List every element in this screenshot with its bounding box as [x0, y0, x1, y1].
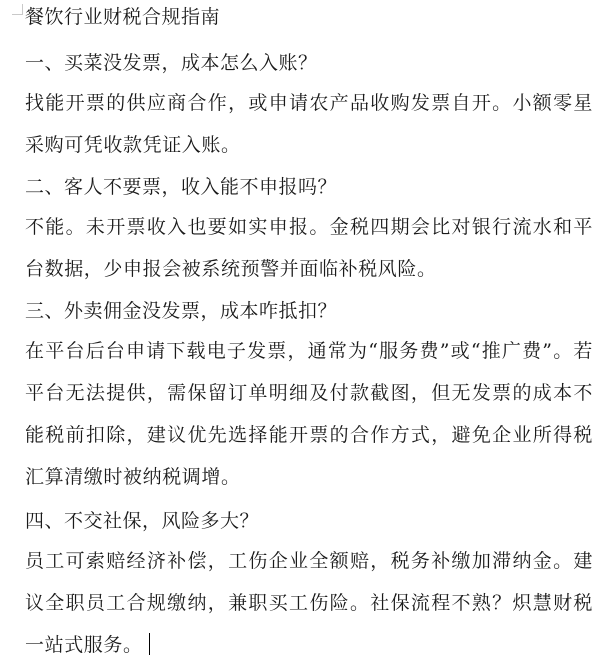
document-title[interactable]: 餐饮行业财税合规指南: [25, 6, 221, 28]
section-answer-with-cursor[interactable]: [25, 540, 593, 666]
section-3: [25, 298, 593, 498]
page-corner-mark: [12, 4, 23, 15]
section-answer[interactable]: 找能开票的供应商合作，或申请农产品收购发票自开。小额零星采购可凭收款凭证入账。: [25, 92, 593, 156]
section-question[interactable]: 四、不交社保，风险多大？: [25, 510, 260, 532]
section-question[interactable]: 一、买菜没发票，成本怎么入账？: [25, 52, 318, 74]
text-cursor: [149, 633, 151, 655]
section-question[interactable]: 二、客人不要票，收入能不申报吗？: [25, 176, 338, 198]
section-answer[interactable]: 员工可索赔经济补偿，工伤企业全额赔，税务补缴加滞纳金。建议全职员工合规缴纳，兼职买工伤险。社保流程不熟？炽慧财税一站式服务。: [25, 550, 593, 656]
section-answer[interactable]: 在平台后台申请下载电子发票，通常为“服务费”或“推广费”。若平台无法提供，需保留订单明细及付款截图，但无发票的成本不能税前扣除，建议优先选择能开票的合作方式，避免企业所得税汇算清缴时被纳税调增。: [25, 340, 593, 488]
section-question[interactable]: 三、外卖佣金没发票，成本咋抵扣？: [25, 300, 338, 322]
section-4: [25, 508, 593, 666]
section-2: [25, 174, 593, 290]
section-answer[interactable]: 不能。未开票收入也要如实申报。金税四期会比对银行流水和平台数据，少申报会被系统预警并面临补税风险。: [25, 216, 593, 280]
section-1: [25, 50, 593, 166]
